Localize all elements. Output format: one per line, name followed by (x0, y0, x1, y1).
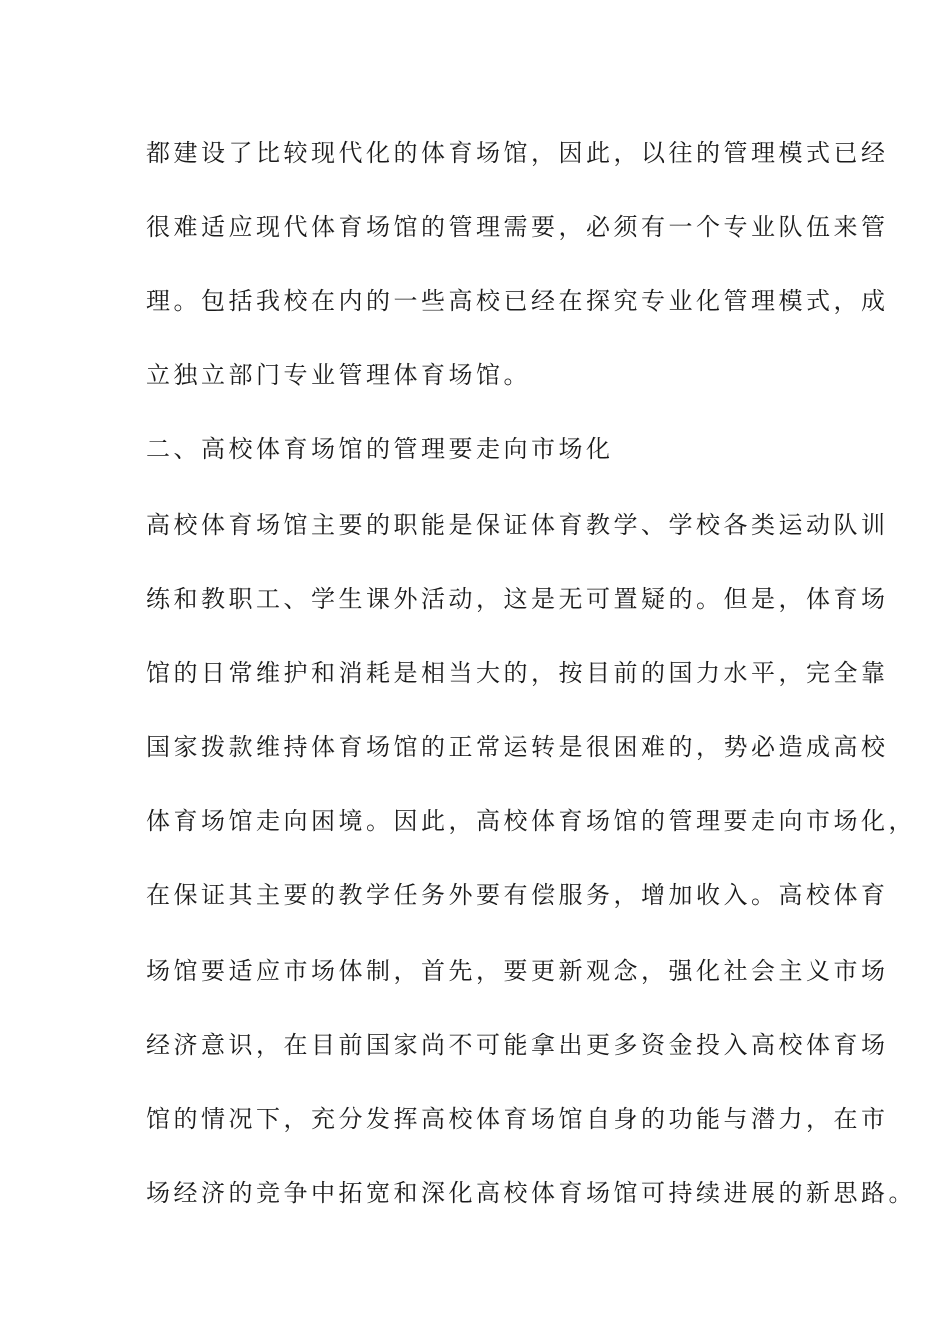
text-line: 场馆要适应市场体制，首先，要更新观念，强化社会主义市场 (146, 957, 889, 985)
text-line: 都建设了比较现代化的体育场馆，因此，以往的管理模式已经 (146, 139, 889, 167)
text-line: 很难适应现代体育场馆的管理需要，必须有一个专业队伍来管 (146, 213, 889, 241)
text-line: 理。包括我校在内的一些高校已经在探究专业化管理模式，成 (146, 287, 889, 315)
text-line: 馆的日常维护和消耗是相当大的，按目前的国力水平，完全靠 (146, 659, 889, 687)
text-line: 国家拨款维持体育场馆的正常运转是很困难的，势必造成高校 (146, 733, 889, 761)
text-line: 场经济的竞争中拓宽和深化高校体育场馆可持续进展的新思路。 (146, 1179, 916, 1207)
text-line: 体育场馆走向困境。因此，高校体育场馆的管理要走向市场化， (146, 807, 916, 835)
text-line: 在保证其主要的教学任务外要有偿服务，增加收入。高校体育 (146, 881, 889, 909)
section-heading: 二、高校体育场馆的管理要走向市场化 (146, 435, 614, 463)
text-line: 高校体育场馆主要的职能是保证体育教学、学校各类运动队训 (146, 511, 889, 539)
text-line: 练和教职工、学生课外活动，这是无可置疑的。但是，体育场 (146, 585, 889, 613)
text-line: 立独立部门专业管理体育场馆。 (146, 361, 531, 389)
text-line: 经济意识，在目前国家尚不可能拿出更多资金投入高校体育场 (146, 1031, 889, 1059)
text-line: 馆的情况下，充分发挥高校体育场馆自身的功能与潜力，在市 (146, 1105, 889, 1133)
